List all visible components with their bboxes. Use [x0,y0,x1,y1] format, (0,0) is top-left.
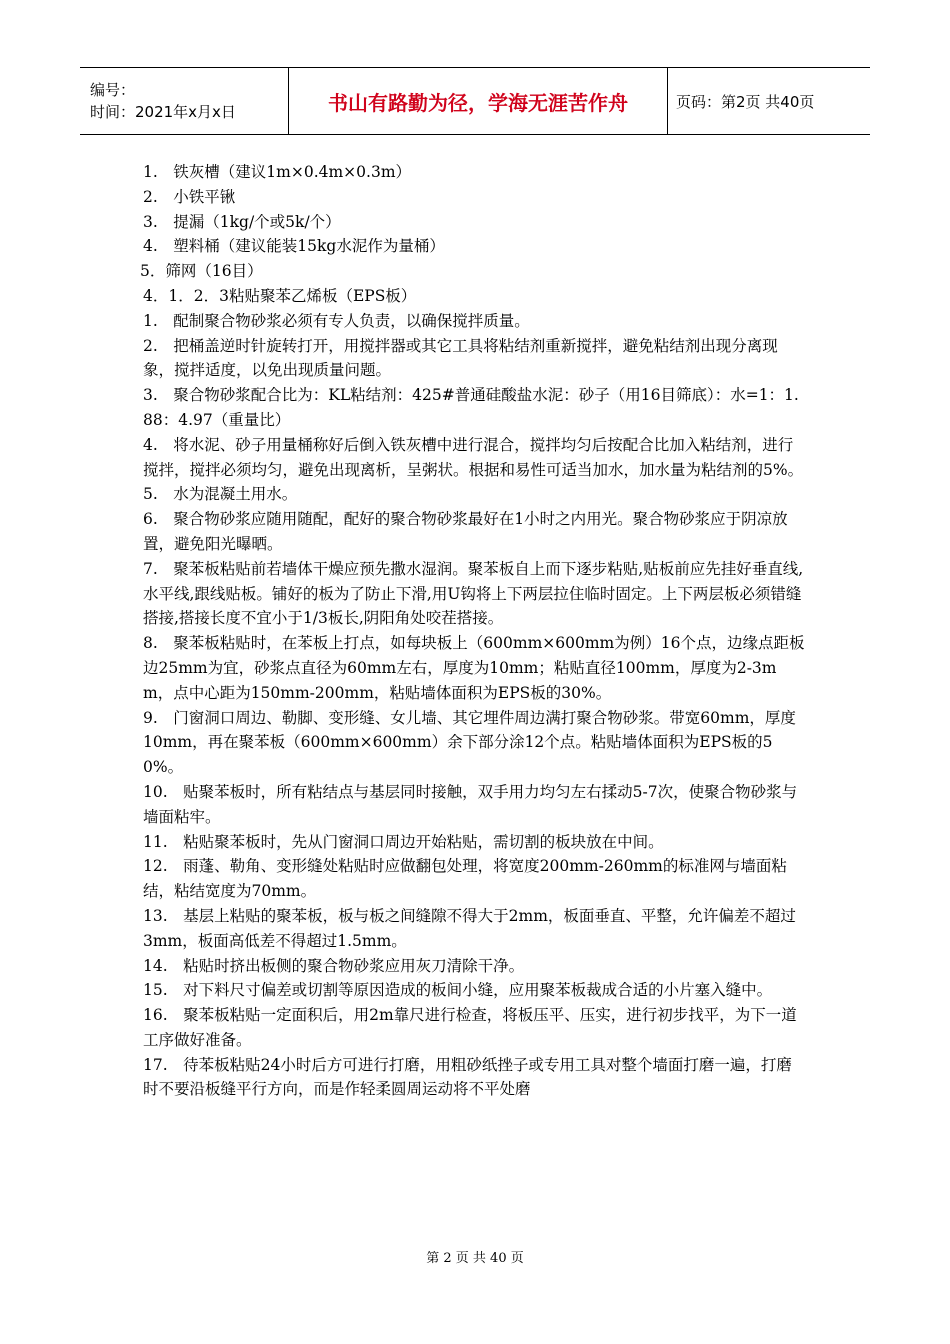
paragraph: 10. 贴聚苯板时，所有粘结点与基层同时接触，双手用力均匀左右揉动5-7次，使聚合物砂浆与墙面粘牢。 [143,782,798,826]
header-page-info: 页码：第2页 共40页 [668,68,871,135]
paragraph: 12. 雨蓬、勒角、变形缝处粘贴时应做翻包处理，将宽度200mm-260mm的标准网与墙面粘结，粘结宽度为70mm。 [143,857,787,901]
paragraph: 16. 聚苯板粘贴一定面积后，用2m靠尺进行检查，将板压平、压实，进行初步找平，为下一道工序做好准备。 [143,1006,797,1049]
header-motto: 书山有路勤为径，学海无涯苦作舟 [289,68,668,135]
paragraph: 15. 对下料尺寸偏差或切割等原因造成的板间小缝，应用聚苯板裁成合适的小片塞入缝中。 [143,981,773,1000]
paragraph: 5．筛网（16目） [140,262,263,281]
number-label: 编号： [90,81,136,99]
paragraph: 13. 基层上粘贴的聚苯板，板与板之间缝隙不得大于2mm，板面垂直、平整，允许偏差不超过3mm，板面高低差不得超过1.5mm。 [143,906,796,950]
date-label: 时间：2021年x月x日 [90,103,236,121]
paragraph: 5. 水为混凝土用水。 [143,485,298,504]
paragraph: 7. 聚苯板粘贴前若墙体干燥应预先撒水湿润。聚苯板自上而下逐步粘贴,贴板前应先挂好垂直线,水平线,跟线贴板。铺好的板为了防止下滑,用U钩将上下两层拉住临时固定。上下两层板必须错缝搭接,搭接长度不宜小于1/3板长,阴阳角处咬茬搭接。 [143,559,804,628]
paragraph: 2. 把桶盖逆时针旋转打开，用搅拌器或其它工具将粘结剂重新搅拌，避免粘结剂出现分离现象，搅拌适度，以免出现质量问题。 [143,336,778,380]
header-meta [80,68,289,135]
section-heading: 4．1．2．3粘贴聚苯乙烯板（EPS板） [143,286,417,305]
paragraph: 8. 聚苯板粘贴时，在苯板上打点，如每块板上（600mm×600mm为例）16个点，边缘点距板边25mm为宜，砂浆点直径为60mm左右，厚度为10mm；粘贴直径100mm，厚度为2-3mm，点中心距为150mm-200mm，粘贴墙体面积为EPS板的30%。 [143,634,805,702]
paragraph: 14. 粘贴时挤出板侧的聚合物砂浆应用灰刀清除干净。 [143,956,525,975]
paragraph: 4. 将水泥、砂子用量桶称好后倒入铁灰槽中进行混合，搅拌均匀后按配合比加入粘结剂，进行搅拌，搅拌必须均匀，避免出现离析，呈粥状。根据和易性可适当加水，加水量为粘结剂的5%。 [143,435,804,479]
paragraph: 9. 门窗洞口周边、勒脚、变形缝、女儿墙、其它埋件周边满打聚合物砂浆。带宽60mm，厚度10mm，再在聚苯板（600mm×600mm）余下部分涂12个点。粘贴墙体面积为EPS板的50%。 [143,708,796,777]
paragraph: 4. 塑料桶（建议能装15kg水泥作为量桶） [143,237,445,256]
paragraph: 3. 聚合物砂浆配合比为：KL粘结剂：425#普通硅酸盐水泥：砂子（用16目筛底）：水=1：1.88：4.97（重量比） [143,386,799,429]
document-body [140,160,805,1102]
page-footer: 第 2 页 共 40 页 [426,1251,524,1266]
paragraph: 17. 待苯板粘贴24小时后方可进行打磨，用粗砂纸挫子或专用工具对整个墙面打磨一遍，打磨时不要沿板缝平行方向，而是作轻柔圆周运动将不平处磨 [143,1055,792,1099]
page-header [80,67,870,135]
paragraph: 1. 铁灰槽（建议1m×0.4m×0.3m） [143,163,412,181]
paragraph: 1. 配制聚合物砂浆必须有专人负责，以确保搅拌质量。 [143,311,530,330]
paragraph: 6. 聚合物砂浆应随用随配，配好的聚合物砂浆最好在1小时之内用光。聚合物砂浆应于阴凉放置，避免阳光曝晒。 [143,510,788,553]
paragraph: 3. 提漏（1kg/个或5k/个） [143,212,341,231]
paragraph: 11. 粘贴聚苯板时，先从门窗洞口周边开始粘贴，需切割的板块放在中间。 [143,832,664,851]
paragraph: 2. 小铁平锹 [143,187,236,206]
